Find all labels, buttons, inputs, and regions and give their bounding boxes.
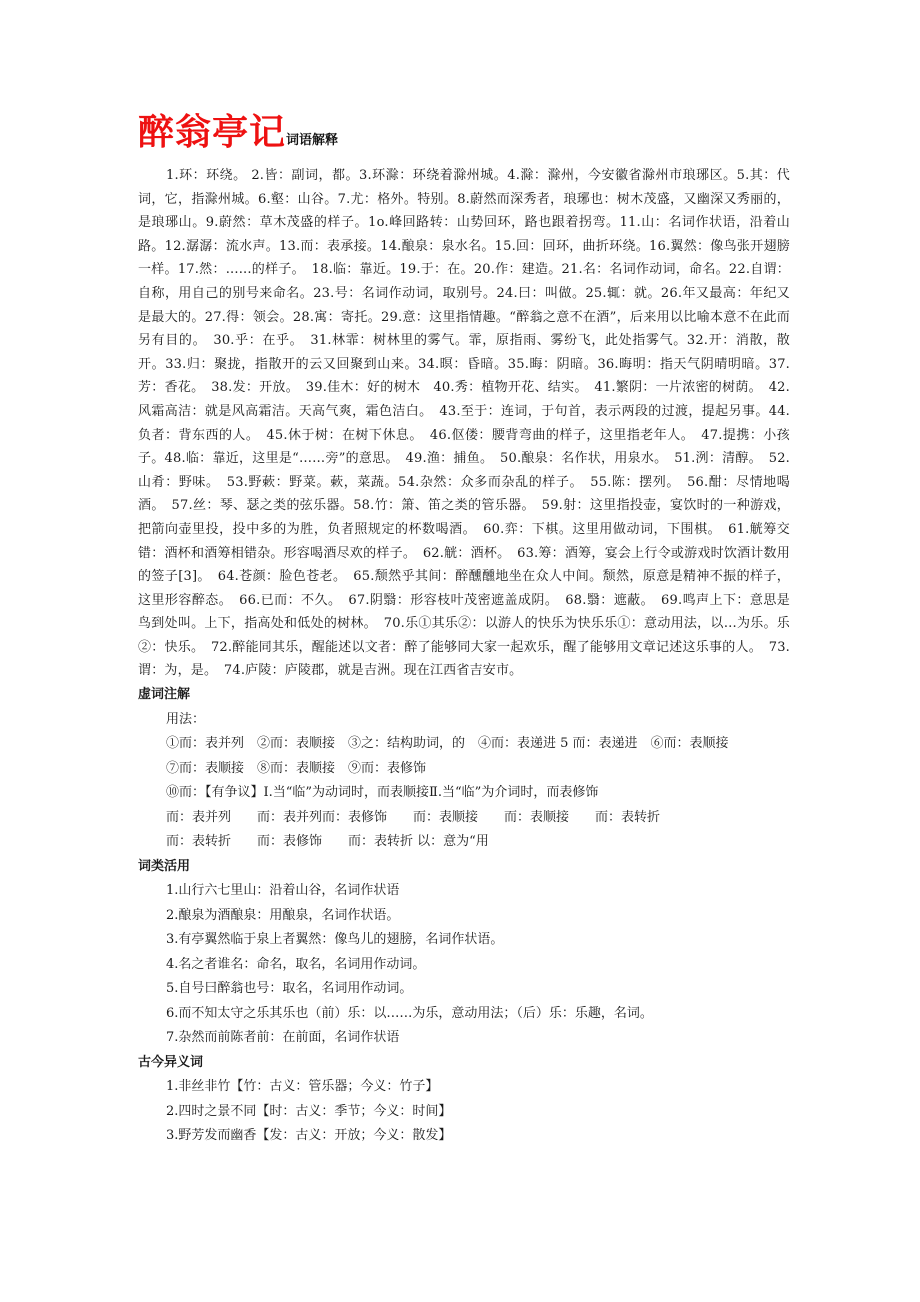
document-title: 醉翁亭记 bbox=[138, 112, 287, 153]
document-subtitle: 词语解释 bbox=[286, 133, 339, 148]
section-heading-function-words: 虚词注解 bbox=[138, 687, 191, 703]
function-word-line: ⑩而：【有争议】Ⅰ.当“临”为动词时，而表顺接Ⅱ.当“临”为介词时，而表修饰 bbox=[166, 785, 599, 801]
meaning-line: 1.非丝非竹【竹：古义：管乐器；今义：竹子】 bbox=[166, 1079, 439, 1095]
word-class-line: 2.酿泉为酒酿泉：用酿泉，名词作状语。 bbox=[166, 907, 400, 923]
word-class-line: 6.而不知太守之乐其乐也（前）乐：以……为乐，意动用法；（后）乐：乐趣，名词。 bbox=[166, 1005, 653, 1021]
word-class-line: 3.有亭翼然临于泉上者翼然：像鸟儿的翅膀，名词作状语。 bbox=[166, 932, 504, 948]
function-word-line: ⑦而：表顺接 ⑧而：表顺接 ⑨而：表修饰 bbox=[166, 760, 427, 776]
title-line bbox=[138, 110, 790, 164]
word-class-line: 1.山行六七里山：沿着山谷，名词作状语 bbox=[166, 883, 400, 899]
section-heading-word-class-shift: 词类活用 bbox=[138, 858, 191, 874]
word-class-line: 4.名之者谁名：命名，取名，名词用作动词。 bbox=[166, 956, 426, 972]
function-word-line: ①而：表并列 ②而：表顺接 ③之：结构助词，的 ④而：表递进 5 而：表递进 ⑥而：表顺接 bbox=[166, 736, 729, 752]
function-word-line: 用法： bbox=[166, 711, 206, 727]
word-class-line: 7.杂然而前陈者前：在前面，名词作状语 bbox=[166, 1030, 400, 1046]
meaning-line: 2.四时之景不同【时：古义：季节；今义：时间】 bbox=[166, 1103, 452, 1119]
function-word-line: 而：表转折 而：表修饰 而：表转折 以：意为“用 bbox=[166, 834, 489, 850]
function-word-line: 而：表并列 而：表并列而：表修饰 而：表顺接 而：表顺接 而：表转折 bbox=[166, 809, 661, 825]
meaning-line: 3.野芳发而幽香【发：古义：开放；今义：散发】 bbox=[166, 1128, 452, 1144]
section-heading-ancient-modern-meaning: 古今异义词 bbox=[138, 1054, 204, 1070]
document-page bbox=[138, 110, 790, 1149]
glossary-paragraph: 1.环：环绕。 2.皆：副词，都。3.环滁：环绕着滁州城。4.滁：滁州，今安徽省滁州市琅琊区。5.其：代词，它，指滁州城。6.壑：山谷。7.尤：格外。特别。8.蔚然而深秀者，琅琊也：树木茂盛，又幽深又秀丽的，是琅琊山。9.蔚然：草木茂盛的样子。1o.峰回路转：山势回环，路也跟着拐弯。11.山：名词作状语，沿着山路。12.潺潺：流水声。13.而：表承接。14.酿泉：泉水名。15.回：回环，曲折环绕。16.翼然：像鸟张开翅膀一样。17.然：......的样子。 18.临：靠近。19.于：在。20.作：建造。21.名：名词作动词，命名。22.自谓：自称，用自己的别号来命名。23.号：名词作动词，取别号。24.曰：叫做。25.辄：就。26.年又最高：年纪又是最大的。27.得：领会。28.寓：寄托。29.意：这里指情趣。“醉翁之意不在酒”，后来用以比喻本意不在此而另有目的。 30.乎：在乎。 31.林霏：树林里的雾气。霏，原指雨、雾纷飞，此处指雾气。32.开：消散，散开。33.归：聚拢，指散开的云又回聚到山来。34.暝：昏暗。35.晦：阴暗。36.晦明：指天气阴晴明暗。37.芳：香花。 38.发：开放。 39.佳木：好的树木 40.秀：植物开花、结实。 41.繁阴：一片浓密的树荫。 42.风霜高洁：就是风高霜洁。天高气爽，霜色洁白。 43.至于：连词，于句首，表示两段的过渡，提起另事。44.负者：背东西的人。 45.休于树：在树下休息。 46.伛偻：腰背弯曲的样子，这里指老年人。 47.提携：小孩子。48.临：靠近，这里是“……旁”的意思。 49.渔：捕鱼。 50.酿泉：名作状，用泉水。 51.洌：清醇。 52.山肴：野味。 53.野蔌：野菜。蔌，菜蔬。54.杂然：众多而杂乱的样子。 55.陈：摆列。 56.酣：尽情地喝酒。 57.丝：琴、瑟之类的弦乐器。58.竹：箫、笛之类的管乐器。 59.射：这里指投壶，宴饮时的一种游戏，把箭向壶里投，投中多的为胜，负者照规定的杯数喝酒。 60.弈：下棋。这里用做动词，下围棋。 61.觥筹交错：酒杯和酒筹相错杂。形容喝酒尽欢的样子。 62.觥：酒杯。 63.筹：酒筹，宴会上行令或游戏时饮酒计数用的签子[3]。 64.苍颜：脸色苍老。 65.颓然乎其间：醉醺醺地坐在众人中间。颓然，原意是精神不振的样子，这里形容醉态。 66.已而：不久。 67.阴翳：形容枝叶茂密遮盖成阴。 68.翳：遮蔽。 69.鸣声上下：意思是鸟到处叫。上下，指高处和低处的树林。 70.乐①其乐②：以游人的快乐为快乐乐①：意动用法，以…为乐。乐②：快乐。 72.醉能同其乐，醒能述以文者：醉了能够同大家一起欢乐，醒了能够用文章记述这乐事的人。 73.谓：为，是。 74.庐陵：庐陵郡，就是吉洲。现在江西省吉安市。 bbox=[138, 168, 790, 679]
word-class-line: 5.自号曰醉翁也号：取名，名词用作动词。 bbox=[166, 981, 413, 997]
